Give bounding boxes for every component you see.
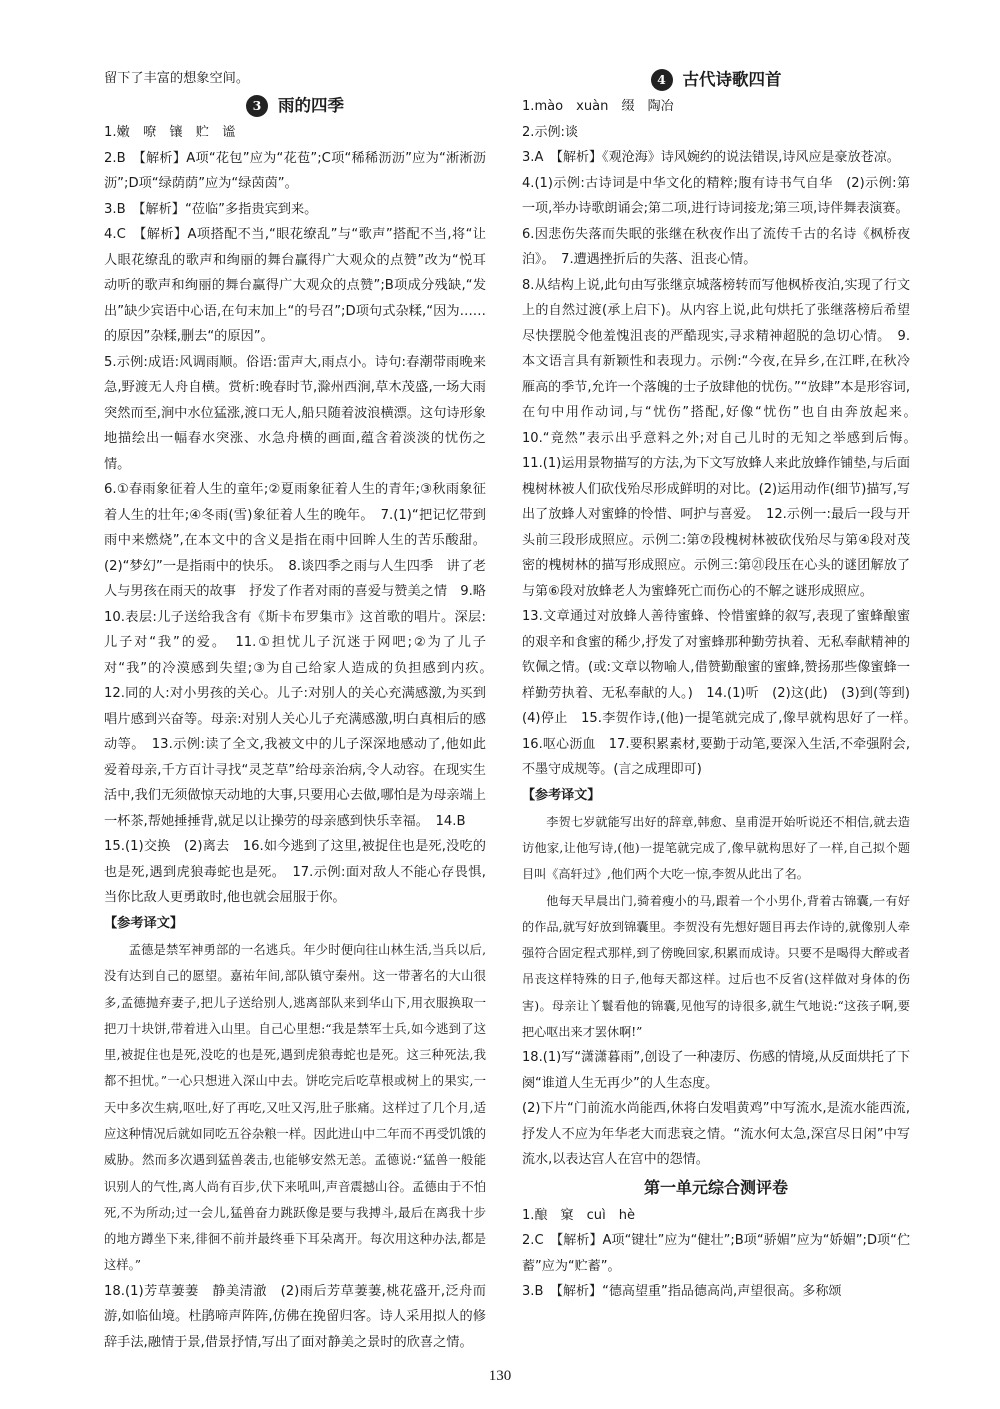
answer-item: 2.C 【解析】A项“键壮”应为“健壮”;B项“骄媚”应为“娇媚”;D项“伫蓄”应为“贮蓄”。 [522, 1233, 910, 1274]
page-number: 130 [488, 1368, 512, 1384]
answer-item: 1.酿 窠 cuì hè [522, 1207, 636, 1223]
section-4-answers [522, 94, 924, 783]
answer-item: 5.示例:成语:风调雨顺。俗语:雷声大,雨点小。诗句:春潮带雨晚来急,野渡无人舟自横。赏析:晚春时节,滁州西涧,草木茂盛,一场大雨突然而至,涧中水位猛涨,渡口无人,船只随着波浪横漂。这句诗形象地描绘出一幅春水突涨、水急舟横的画面,蕴含着淡淡的忧伤之情。 [104, 354, 486, 472]
unit-test-answers [522, 1203, 910, 1305]
reference-translation: 李贺七岁就能写出好的辞章,韩愈、皇甫湜开始听说还不相信,就去造访他家,让他写诗,(他)一提笔就完成了,像早就构思好了一样,自己拟个题目叫《高轩过》,他们两个大吃一惊,李贺从此出了名。 [522, 814, 910, 882]
reference-translation: 孟德是禁军神勇部的一名逃兵。年少时便向往山林生活,当兵以后,没有达到自己的愿望。嘉祐年间,部队镇守秦州。这一带著名的大山很多,孟德抛弃妻子,把儿子送给别人,逃离部队来到华山下,用衣服换取一把刀十块饼,带着进入山里。自己心里想:“我是禁军士兵,如今逃到了这里,被捉住也是死,没吃的也是死,遇到虎狼毒蛇也是死。这三种死法,我都不担忧。”一心只想进入深山中去。饼吃完后吃草根或树上的果实,一天中多次生病,呕吐,好了再吃,又吐又泻,肚子胀痛。这样过了几个月,适应这种情况后就如同吃五谷杂粮一样。因此进山中二年而不再受饥饿的威胁。然而多次遇到猛兽袭击,也能够安然无恙。孟德说:“猛兽一般能识别人的气性,离人尚有百步,伏下来吼叫,声音震撼山谷。孟德由于不怕死,不为所动;过一会儿,猛兽奋力跳跃像是要与我搏斗,最后在离我十步的地方蹲坐下来,徘徊不前并最终垂下耳朵离开。每次用这种办法,都是这样。” [104, 942, 486, 1273]
reference-translation-heading: 【参考译文】 [522, 787, 601, 803]
section-3-answers [104, 120, 500, 911]
answer-item: 6.①春雨象征着人生的童年;②夏雨象征着人生的青年;③秋雨象征着人生的壮年;④冬雨(雪)象征着人生的晚年。 7.(1)“把记忆带到雨中来燃烧”,在本文中的含义是指在雨中回眸人生的苦乐酸甜。(2)“梦幻”一是指雨中的快乐。 8.谈四季之雨与人生四季 讲了老人与男孩在雨天的故事 抒发了作者对雨的喜爱与赞美之情 9.略 10.表层:儿子送给我含有《斯卡布罗集市》这首歌的唱片。深层:儿子对“我”的爱。 11.①担忧儿子沉迷于网吧;②为了儿子对“我”的冷漠感到失望;③为自己给家人造成的负担感到内疚。 12.同的人:对小男孩的关心。儿子:对别人的关心充满感激,为买到唱片感到兴奋等。母亲:对别人关心儿子充满感激,明白真相后的感动等。 13.示例:读了全文,我被文中的儿子深深地感动了,他如此爱着母亲,千方百计寻找“灵芝草”给母亲治病,令人动容。在现实生活中,我们无须做惊天动地的大事,只要用心去做,哪怕是为母亲端上一杯茶,帮她捶捶背,就足以让操劳的母亲感到快乐幸福。 14.B [104, 482, 500, 829]
left-column [104, 66, 500, 1355]
section-3-after-answers [104, 1279, 486, 1356]
right-column [522, 66, 924, 1305]
section-4-heading: 古代诗歌四首 [682, 69, 782, 89]
section-4-title [522, 66, 910, 94]
answer-item: 3.B 【解析】“德高望重”指品德高尚,声望很高。多称颂 [522, 1284, 842, 1300]
section-3-number: 3 [246, 95, 268, 117]
answer-item: 6.因悲伤失落而失眠的张继在秋夜作出了流传千古的名诗《枫桥夜泊》。 7.遭遇挫折后的失落、沮丧心情。 [522, 226, 910, 267]
section-3-heading: 雨的四季 [278, 96, 344, 116]
answer-item: 8.从结构上说,此句由写张继京城落榜转而写他枫桥夜泊,实现了行文上的自然过渡(承上启下)。从内容上说,此句烘托了张继落榜后希望尽快摆脱令他羞愧沮丧的严酷现实,寻求精神超脱的急切心情。 9.本文语言具有新颖性和表现力。示例:“今夜,在异乡,在江畔,在秋冷雁高的季节,允许一个落魄的士子放肆他的忧伤。”“放肆”本是形容词,在句中用作动词,与“忧伤”搭配,好像“忧伤”也自由奔放起来。 10.“竟然”表示出乎意料之外;对自己儿时的无知之举感到后悔。 11.(1)运用景物描写的方法,为下文写放蜂人来此放蜂作铺垫,与后面槐树林被人们砍伐殆尽形成鲜明的对比。(2)运用动作(细节)描写,写出了放蜂人对蜜蜂的怜惜、呵护与喜爱。 12.示例一:最后一段与开头前三段形成照应。示例二:第⑦段槐树林被砍伐殆尽与第④段对茂密的槐树林的描写形成照应。示例三:第㉑段压在心头的谜团解放了与第⑥段对放蜂老人为蜜蜂死亡而伤心的不解之谜形成照应。 [522, 277, 924, 599]
answer-item: 4.C 【解析】A项搭配不当,“眼花缭乱”与“歌声”搭配不当,将“让人眼花缭乱的歌声和绚丽的舞台赢得广大观众的点赞”改为“悦耳动听的歌声和绚丽的舞台赢得广大观众的点赞”;B项成分残缺,“发出”缺少宾语中心语,在句末加上“的号召”;D项句式杂糅,“因为……的原因”杂糅,删去“的原因”。 [104, 227, 486, 345]
answer-item: 1.嫩 嘹 镶 贮 谧 [104, 125, 236, 141]
section-4-after-answers [522, 1045, 910, 1173]
section-3-title [104, 92, 486, 120]
answer-item: 13.文章通过对放蜂人善待蜜蜂、怜惜蜜蜂的叙写,表现了蜜蜂酿蜜的艰辛和食蜜的稀少,抒发了对蜜蜂那种勤劳执着、无私奉献精神的钦佩之情。(或:文章以物喻人,借赞勤酿蜜的蜜蜂,赞扬那些像蜜蜂一样勤劳执着、无私奉献的人。) 14.(1)听 (2)这(此) (3)到(等到) (4)停止 15.李贺作诗,(他)一提笔就完成了,像早就构思好了一样。 16.呕心沥血 17.要积累素材,要勤于动笔,要深入生活,不牵强附会,不墨守成规等。(言之成理即可) [522, 609, 924, 777]
carry-over-text: 留下了丰富的想象空间。 [104, 71, 250, 86]
answer-item: 18.(1)芳草萋萋 静美清澈 (2)雨后芳草萋萋,桃花盛开,泛舟而游,如临仙境。杜鹃啼声阵阵,仿佛在挽留归客。诗人采用拟人的修辞手法,融情于景,借景抒情,写出了面对静美之景时的欣喜之情。 [104, 1283, 486, 1350]
answer-item: 4.(1)示例:古诗词是中华文化的精粹;腹有诗书气自华 (2)示例:第一项,举办诗歌朗诵会;第二项,进行诗词接龙;第三项,诗伴舞表演赛。 [522, 175, 910, 216]
reference-translation: 他每天早晨出门,骑着瘦小的马,跟着一个小男仆,背着古锦囊,一有好的作品,就写好放到锦囊里。李贺没有先想好题目再去作诗的,就像别人牵强符合固定程式那样,到了傍晚回家,积累而成诗。只要不是喝得大醉或者吊丧这样特殊的日子,他每天都这样。过后也不反省(这样做对身体的伤害)。母亲让丫鬟看他的锦囊,见他写的诗很多,就生气地说:“这孩子啊,要把心呕出来才罢休啊!” [522, 893, 910, 1040]
section-4-number: 4 [651, 69, 673, 91]
answer-item: 3.A 【解析】《观沧海》诗风婉约的说法错误,诗风应是豪放苍凉。 [522, 150, 900, 165]
answer-item: 2.示例:谈 [522, 124, 578, 140]
answer-item: 3.B 【解析】“莅临”多指贵宾到来。 [104, 201, 318, 217]
answer-item: 15.(1)交换 (2)离去 16.如今逃到了这里,被捉住也是死,没吃的也是死,遇到虎狼毒蛇也是死。 17.示例:面对敌人不能心存畏惧,当你比敌人更勇敢时,他也就会屈服于你。 [104, 839, 486, 906]
answer-item: 2.B 【解析】A项“花包”应为“花苞”;C项“稀稀沥沥”应为“淅淅沥沥”;D项“绿荫荫”应为“绿茵茵”。 [104, 150, 486, 192]
answer-item: (2)下片“门前流水尚能西,休将白发唱黄鸡”中写流水,是流水能西流,抒发人不应为年华老大而悲衰之情。“流水何太急,深宫尽日闲”中写流水,以表达宫人在宫中的怨情。 [522, 1101, 910, 1168]
answer-item: 18.(1)写“潇潇暮雨”,创设了一种凄厉、伤感的情境,从反面烘托了下阕“谁道人生无再少”的人生态度。 [522, 1050, 910, 1091]
reference-translation-heading: 【参考译文】 [104, 915, 184, 931]
unit-test-title: 第一单元综合测评卷 [643, 1177, 788, 1197]
answer-item: 1.mào xuàn 缀 陶冶 [522, 99, 674, 114]
